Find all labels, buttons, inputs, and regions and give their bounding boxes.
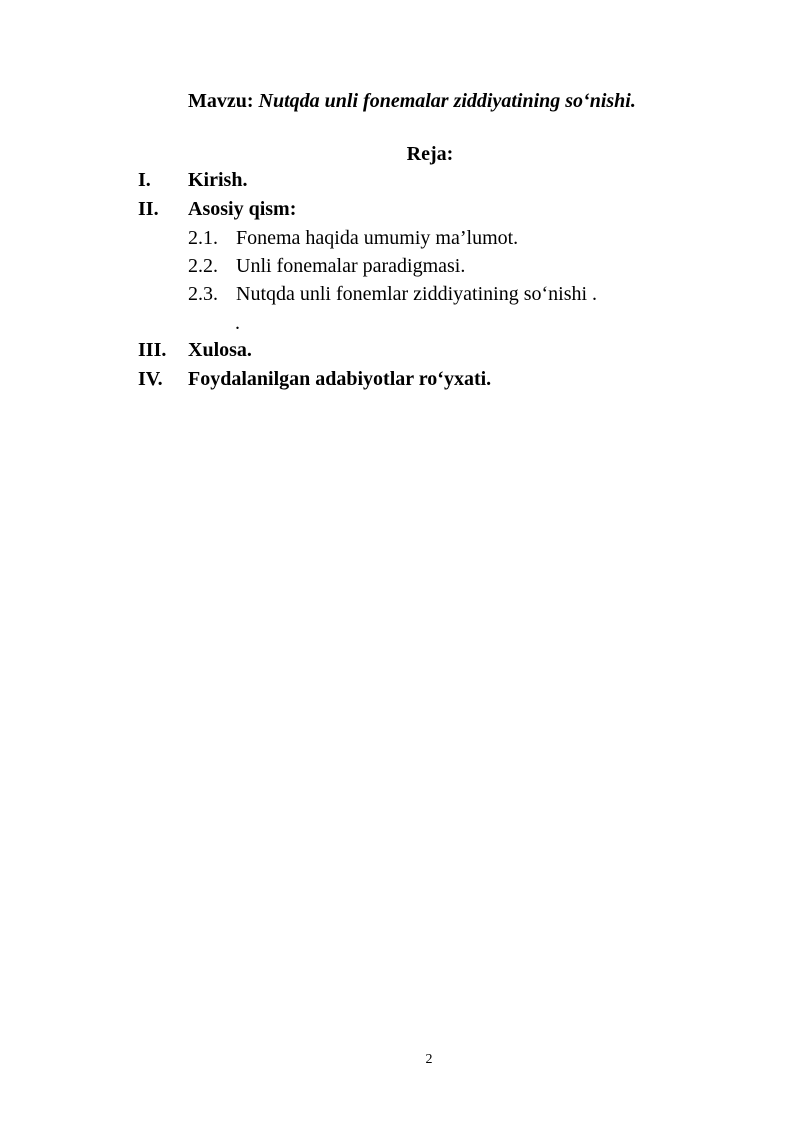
plan-item-number: IV. (138, 368, 163, 390)
plan-item-label: Foydalanilgan adabiyotlar ro‘yxati. (188, 368, 492, 390)
topic-prefix: Mavzu: (188, 90, 254, 112)
plan-subitem-label: Fonema haqida umumiy ma’lumot. (236, 227, 519, 249)
plan-subitem-number: 2.3. (188, 283, 218, 305)
plan-item-label: Kirish. (188, 169, 248, 191)
plan-item-label: Xulosa. (188, 339, 252, 361)
plan-item-label: Asosiy qism: (188, 198, 297, 220)
stray-period: . (235, 312, 240, 334)
page-number: 2 (425, 1052, 433, 1067)
plan-heading: Reja: (406, 143, 454, 165)
topic-title: Nutqda unli fonemalar ziddiyatining so‘nishi. (258, 90, 636, 112)
plan-subitem-number: 2.2. (188, 255, 218, 277)
plan-item-number: I. (138, 169, 151, 191)
topic-line (188, 90, 636, 113)
plan-subitem-label: Unli fonemalar paradigmasi. (236, 255, 466, 277)
plan-item-number: II. (138, 198, 159, 220)
plan-item-number: III. (138, 339, 167, 361)
plan-subitem-number: 2.1. (188, 227, 218, 249)
plan-subitem-label: Nutqda unli fonemlar ziddiyatining so‘nishi . (236, 283, 598, 305)
